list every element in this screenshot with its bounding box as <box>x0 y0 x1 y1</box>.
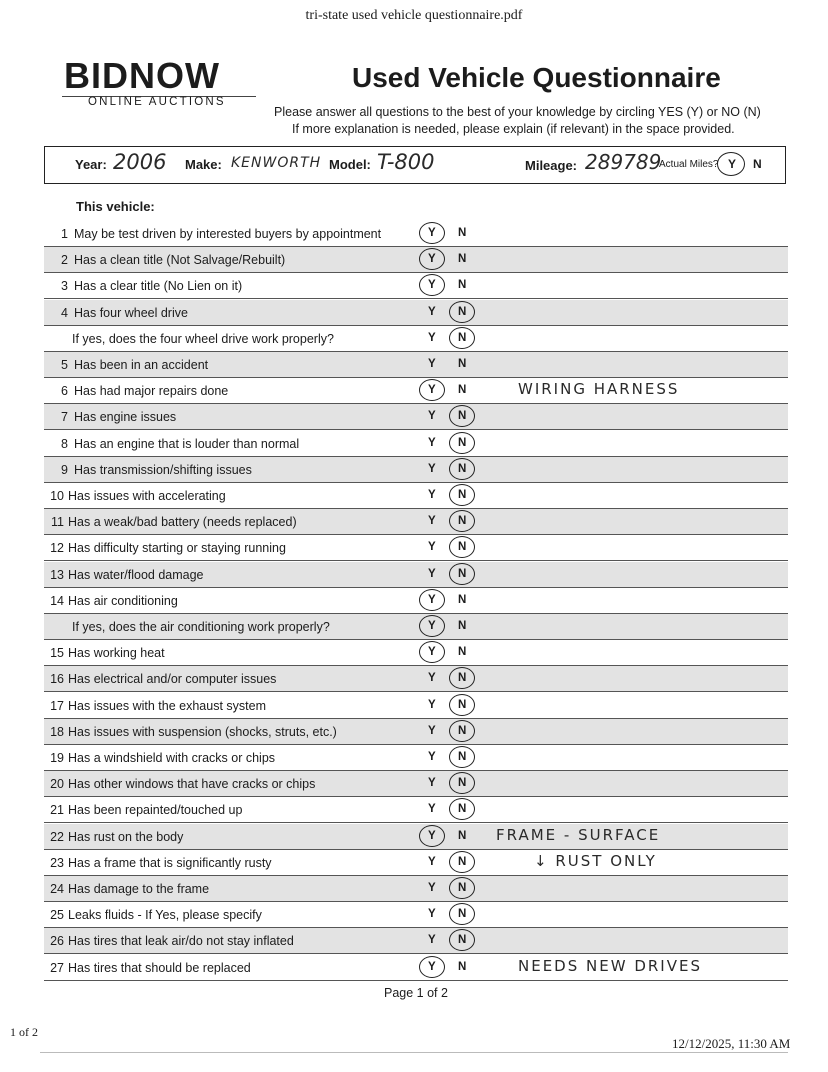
answer-no[interactable]: N <box>458 803 467 816</box>
question-text: Has tires that leak air/do not stay inflated <box>68 934 294 949</box>
question-row <box>44 745 788 771</box>
answer-circle-yes <box>419 615 445 637</box>
answer-no[interactable]: N <box>458 384 467 397</box>
vehicle-info-box <box>44 146 786 184</box>
answer-circle-yes <box>419 641 445 663</box>
question-text: Leaks fluids - If Yes, please specify <box>68 908 262 923</box>
logo-subtitle: ONLINE AUCTIONS <box>88 96 226 108</box>
question-row <box>44 404 788 430</box>
handwritten-note: NEEDS NEW DRIVES <box>518 956 702 975</box>
answer-no[interactable]: N <box>458 436 467 449</box>
answer-no[interactable]: N <box>458 882 467 894</box>
actual-miles-no: N <box>753 157 762 171</box>
handwritten-note: ↓ RUST ONLY <box>534 851 657 870</box>
answer-yes[interactable]: Y <box>428 934 436 947</box>
question-number: 12 <box>50 541 64 556</box>
actual-miles-circle <box>717 152 745 176</box>
question-text: Has an engine that is louder than normal <box>74 436 300 451</box>
question-row <box>44 352 788 378</box>
question-row <box>44 955 788 981</box>
question-row <box>44 850 788 876</box>
question-text: May be test driven by interested buyers by appointment <box>74 227 382 241</box>
answer-yes[interactable]: Y <box>428 620 436 632</box>
answer-yes[interactable]: Y <box>428 384 436 397</box>
question-row <box>44 483 788 509</box>
document-title: Used Vehicle Questionnaire <box>352 62 721 93</box>
question-text: Has engine issues <box>74 410 177 425</box>
answer-yes[interactable]: Y <box>428 489 436 501</box>
answer-no[interactable]: N <box>458 593 467 606</box>
question-text: Has difficulty starting or staying running <box>68 541 286 556</box>
question-text: Has four wheel drive <box>74 305 188 320</box>
question-number: 4 <box>61 305 68 320</box>
answer-circle-yes <box>419 248 445 270</box>
answer-no[interactable]: N <box>458 855 467 868</box>
actual-miles-label: Actual Miles? <box>659 159 719 170</box>
answer-circle-no <box>449 510 475 532</box>
answer-circle-no <box>449 929 475 951</box>
question-text: Has a frame that is significantly rusty <box>68 855 272 870</box>
answer-yes[interactable]: Y <box>428 567 436 580</box>
answer-no[interactable]: N <box>458 829 467 842</box>
answer-circle-no <box>449 301 475 323</box>
question-number: 7 <box>61 410 68 425</box>
question-text: Has air conditioning <box>68 593 178 608</box>
answer-no[interactable]: N <box>458 646 467 659</box>
question-text: Has a clear title (No Lien on it) <box>74 279 243 294</box>
question-number: 18 <box>50 724 64 739</box>
question-row <box>44 876 788 902</box>
question-text: Has a weak/bad battery (needs replaced) <box>68 515 297 530</box>
answer-yes[interactable]: Y <box>428 593 436 606</box>
answer-circle-no <box>449 903 475 925</box>
answer-circle-yes <box>419 222 445 244</box>
question-number: 11 <box>51 515 64 530</box>
question-number: 27 <box>50 960 64 975</box>
question-number: 3 <box>61 279 68 294</box>
answer-yes[interactable]: Y <box>428 462 436 475</box>
print-page-count: 1 of 2 <box>10 1025 38 1039</box>
answer-circle-yes <box>419 589 445 611</box>
question-number: 21 <box>50 803 64 818</box>
answer-yes[interactable]: Y <box>428 724 436 737</box>
answer-yes[interactable]: Y <box>428 672 436 685</box>
question-text: Has damage to the frame <box>68 882 210 896</box>
question-number: 22 <box>50 829 64 844</box>
question-text: Has water/flood damage <box>68 567 204 582</box>
answer-no[interactable]: N <box>458 541 467 554</box>
question-row <box>44 326 788 352</box>
question-row <box>44 247 788 273</box>
answer-no[interactable]: N <box>458 305 467 318</box>
question-number: 15 <box>50 646 64 661</box>
answer-yes[interactable]: Y <box>428 777 436 790</box>
question-row <box>44 824 788 850</box>
question-text: Has rust on the body <box>68 829 184 844</box>
question-row <box>44 457 788 483</box>
answer-no[interactable]: N <box>458 358 467 370</box>
question-row <box>44 562 788 588</box>
question-row <box>44 300 788 326</box>
question-number: 25 <box>50 908 64 923</box>
answer-yes[interactable]: Y <box>428 855 436 868</box>
answer-yes[interactable]: Y <box>428 751 436 763</box>
instructions-line-1: Please answer all questions to the best of your knowledge by circling YES (Y) or NO (N) <box>274 105 761 119</box>
logo-part-bid: BID <box>64 55 129 96</box>
answer-circle-no <box>449 772 475 794</box>
question-number: 23 <box>50 855 64 870</box>
answer-no[interactable]: N <box>458 777 467 790</box>
question-number: 2 <box>61 253 68 268</box>
question-number: 8 <box>61 436 68 451</box>
answer-yes[interactable]: Y <box>428 305 436 318</box>
question-text: Has been repainted/touched up <box>68 803 243 818</box>
handwritten-note: FRAME - SURFACE <box>496 825 661 844</box>
answer-yes[interactable]: Y <box>428 829 436 842</box>
answer-no[interactable]: N <box>458 227 467 239</box>
question-number: 13 <box>50 567 64 582</box>
instructions-line-2: If more explanation is needed, please explain (if relevant) in the space provided. <box>292 122 735 136</box>
question-row <box>44 797 788 823</box>
answer-circle-no <box>449 851 475 873</box>
answer-circle-no <box>449 536 475 558</box>
answer-no[interactable]: N <box>458 934 467 947</box>
answer-circle-yes <box>419 379 445 401</box>
question-row <box>44 666 788 692</box>
mileage-value: 289789 <box>585 150 662 174</box>
question-number: 26 <box>50 934 64 949</box>
answer-no[interactable]: N <box>458 410 467 423</box>
question-number: 20 <box>50 777 64 792</box>
answer-yes[interactable]: Y <box>428 646 436 659</box>
answer-yes[interactable]: Y <box>428 279 436 292</box>
question-number: 19 <box>50 751 64 765</box>
answer-circle-no <box>449 563 475 585</box>
model-value: T-800 <box>377 150 435 174</box>
answer-yes[interactable]: Y <box>428 882 436 894</box>
file-name: tri-state used vehicle questionnaire.pdf <box>305 8 523 23</box>
question-number: 14 <box>50 593 64 608</box>
answer-no[interactable]: N <box>458 751 467 763</box>
question-row <box>44 902 788 928</box>
question-number: 6 <box>61 384 68 399</box>
answer-circle-no <box>449 484 475 506</box>
answer-yes[interactable]: Y <box>428 908 436 921</box>
answer-yes[interactable]: Y <box>428 227 436 239</box>
answer-yes[interactable]: Y <box>428 436 436 449</box>
question-text: Has electrical and/or computer issues <box>68 672 277 687</box>
answer-yes[interactable]: Y <box>428 803 436 816</box>
answer-no[interactable]: N <box>458 331 467 344</box>
answer-no[interactable]: N <box>458 960 467 973</box>
answer-circle-no <box>449 746 475 768</box>
answer-no[interactable]: N <box>458 620 467 632</box>
question-row <box>44 273 788 299</box>
answer-yes[interactable]: Y <box>428 515 436 528</box>
year-value: 2006 <box>113 150 167 174</box>
answer-circle-no <box>449 720 475 742</box>
question-number: 16 <box>50 672 64 687</box>
year-label: Year: <box>75 157 107 172</box>
question-number: 24 <box>50 882 64 896</box>
question-text: Has been in an accident <box>74 358 209 372</box>
question-row <box>44 771 788 797</box>
answer-no[interactable]: N <box>458 567 467 580</box>
answer-yes[interactable]: Y <box>428 331 436 344</box>
question-row <box>44 928 788 954</box>
question-text: Has issues with accelerating <box>68 489 226 503</box>
make-value: KENWORTH <box>231 155 322 171</box>
answer-yes[interactable]: Y <box>428 960 436 973</box>
page-indicator: Page 1 of 2 <box>384 986 448 1000</box>
question-number: 10 <box>50 489 64 503</box>
answer-circle-no <box>449 667 475 689</box>
answer-no[interactable]: N <box>458 462 467 475</box>
question-text: Has a windshield with cracks or chips <box>68 751 276 765</box>
question-text: Has issues with the exhaust system <box>68 698 266 713</box>
answer-circle-yes <box>419 956 445 978</box>
mileage-label: Mileage: <box>525 158 578 173</box>
answer-no[interactable]: N <box>458 698 467 711</box>
answer-circle-no <box>449 877 475 899</box>
question-text: Has working heat <box>68 646 165 661</box>
question-text: Has issues with suspension (shocks, struts, etc.) <box>68 724 337 739</box>
question-text: If yes, does the four wheel drive work properly? <box>72 331 334 346</box>
answer-circle-no <box>449 405 475 427</box>
question-row <box>44 588 788 614</box>
question-row <box>44 509 788 535</box>
model-label: Model: <box>329 157 371 172</box>
question-number: 17 <box>50 698 64 713</box>
answer-yes[interactable]: Y <box>428 358 436 370</box>
bidnow-logo <box>64 55 220 96</box>
answer-no[interactable]: N <box>458 515 467 528</box>
answer-yes[interactable]: Y <box>428 541 436 554</box>
answer-circle-no <box>449 694 475 716</box>
question-row <box>44 431 788 457</box>
answer-yes[interactable]: Y <box>428 698 436 711</box>
question-text: Has a clean title (Not Salvage/Rebuilt) <box>74 253 286 268</box>
answer-circle-no <box>449 327 475 349</box>
question-row <box>44 221 788 247</box>
section-label: This vehicle: <box>76 199 155 214</box>
question-row <box>44 640 788 666</box>
answer-circle-yes <box>419 274 445 296</box>
logo-part-now: NOW <box>129 55 220 96</box>
question-text: Has transmission/shifting issues <box>74 462 252 477</box>
answer-circle-no <box>449 798 475 820</box>
question-text: Has had major repairs done <box>74 384 229 399</box>
answer-circle-no <box>449 458 475 480</box>
question-row <box>44 719 788 745</box>
answer-no[interactable]: N <box>458 672 467 685</box>
print-timestamp: 12/12/2025, 11:30 AM <box>672 1036 791 1051</box>
answer-yes[interactable]: Y <box>428 410 436 423</box>
question-row <box>44 693 788 719</box>
question-row <box>44 378 788 404</box>
question-number: 1 <box>61 227 68 241</box>
question-text: If yes, does the air conditioning work properly? <box>72 620 330 634</box>
answer-no[interactable]: N <box>458 489 467 501</box>
question-text: Has other windows that have cracks or chips <box>68 777 316 792</box>
answer-yes[interactable]: Y <box>428 253 436 266</box>
make-label: Make: <box>185 157 222 172</box>
question-number: 9 <box>61 462 68 477</box>
answer-no[interactable]: N <box>458 279 467 292</box>
answer-no[interactable]: N <box>458 253 467 266</box>
handwritten-note: WIRING HARNESS <box>518 380 680 399</box>
answer-no[interactable]: N <box>458 724 467 737</box>
question-number: 5 <box>61 358 68 372</box>
question-text: Has tires that should be replaced <box>68 960 251 975</box>
question-row <box>44 535 788 561</box>
bottom-divider <box>40 1052 788 1053</box>
actual-miles-yes: Y <box>728 157 737 171</box>
answer-circle-yes <box>419 825 445 847</box>
answer-circle-no <box>449 432 475 454</box>
row-divider <box>44 980 788 981</box>
question-row <box>44 614 788 640</box>
answer-no[interactable]: N <box>458 908 467 921</box>
